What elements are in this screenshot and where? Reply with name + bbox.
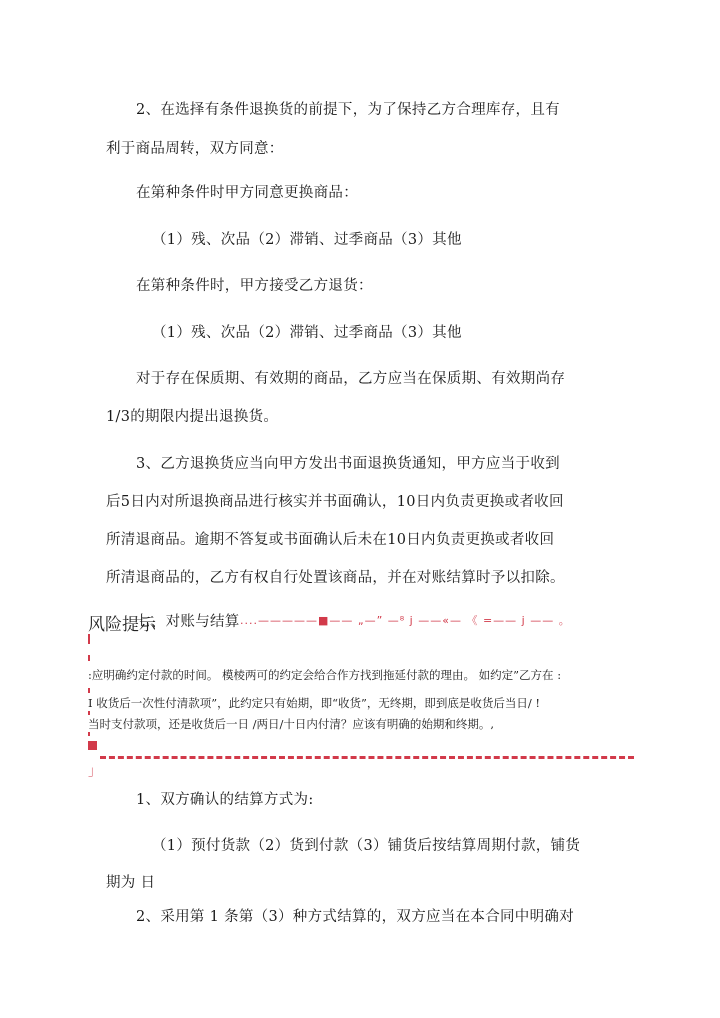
paragraph-line: 3、乙方退换货应当向甲方发出书面退换货通知，甲方应当于收到 xyxy=(136,456,560,472)
paragraph-line: 2、采用第 1 条第（3）种方式结算的，双方应当在本合同中明确对 xyxy=(136,909,574,925)
red-margin-mark xyxy=(88,688,90,693)
paragraph-line: 2、在选择有条件退换货的前提下，为了保持乙方合理库存，且有 xyxy=(136,102,560,118)
paragraph-line: 对于存在保质期、有效期的商品，乙方应当在保质期、有效期尚存 xyxy=(136,371,566,387)
risk-footer-mark: 」 xyxy=(88,764,102,779)
paragraph-line: 所清退商品的，乙方有权自行处置该商品，并在对账结算时予以扣除。 xyxy=(106,570,565,586)
red-margin-mark xyxy=(88,711,90,715)
paragraph-line: 利于商品周转，双方同意： xyxy=(106,141,284,157)
risk-line: 当时支付款项，还是收货后一日 /两日/十日内付清？应该有明确的始期和终期。, xyxy=(88,717,495,731)
paragraph-line: 1、双方确认的结算方式为: xyxy=(136,792,314,808)
red-margin-mark xyxy=(88,634,90,644)
paragraph-line: 在第种条件时甲方同意更换商品： xyxy=(136,185,358,201)
paragraph-line: 后5日内对所退换商品进行核实并书面确认，10日内负责更换或者收回 xyxy=(106,494,564,510)
paragraph-line: （1）残、次品（2）滞销、过季商品（3）其他 xyxy=(152,325,462,341)
risk-line: I 收货后一次性付清款项”，此约定只有始期，即“收货”，无终期，即到底是收货后当日/ ! xyxy=(88,696,540,710)
risk-line: :应明确约定付款的时间。 模棱两可的约定会给合作方找到拖延付款的理由。 如约定”乙方在 : xyxy=(88,668,562,682)
risk-title: 风险提示 xyxy=(88,615,156,635)
paragraph-line: 所清退商品。逾期不答复或书面确认后未在10日内负责更换或者收回 xyxy=(106,532,555,548)
paragraph-line: 期为 日 xyxy=(106,875,156,891)
section-heading: 七、对账与结算 xyxy=(136,614,240,630)
heading-decoration: ....—————■—— „—” —⁸ j ——«— 《 =—— j —— 。 xyxy=(240,614,571,627)
red-square-marker xyxy=(88,741,97,750)
paragraph-line: 1/3的期限内提出退换货。 xyxy=(106,409,279,425)
red-margin-mark xyxy=(88,732,90,736)
paragraph-line: （1）预付货款（2）货到付款（3）铺货后按结算周期付款，铺货 xyxy=(152,838,581,854)
paragraph-line: 在第种条件时，甲方接受乙方退货： xyxy=(136,278,373,294)
red-margin-mark xyxy=(88,655,90,661)
red-dashed-divider xyxy=(100,756,634,759)
paragraph-line: （1）残、次品（2）滞销、过季商品（3）其他 xyxy=(152,232,462,248)
